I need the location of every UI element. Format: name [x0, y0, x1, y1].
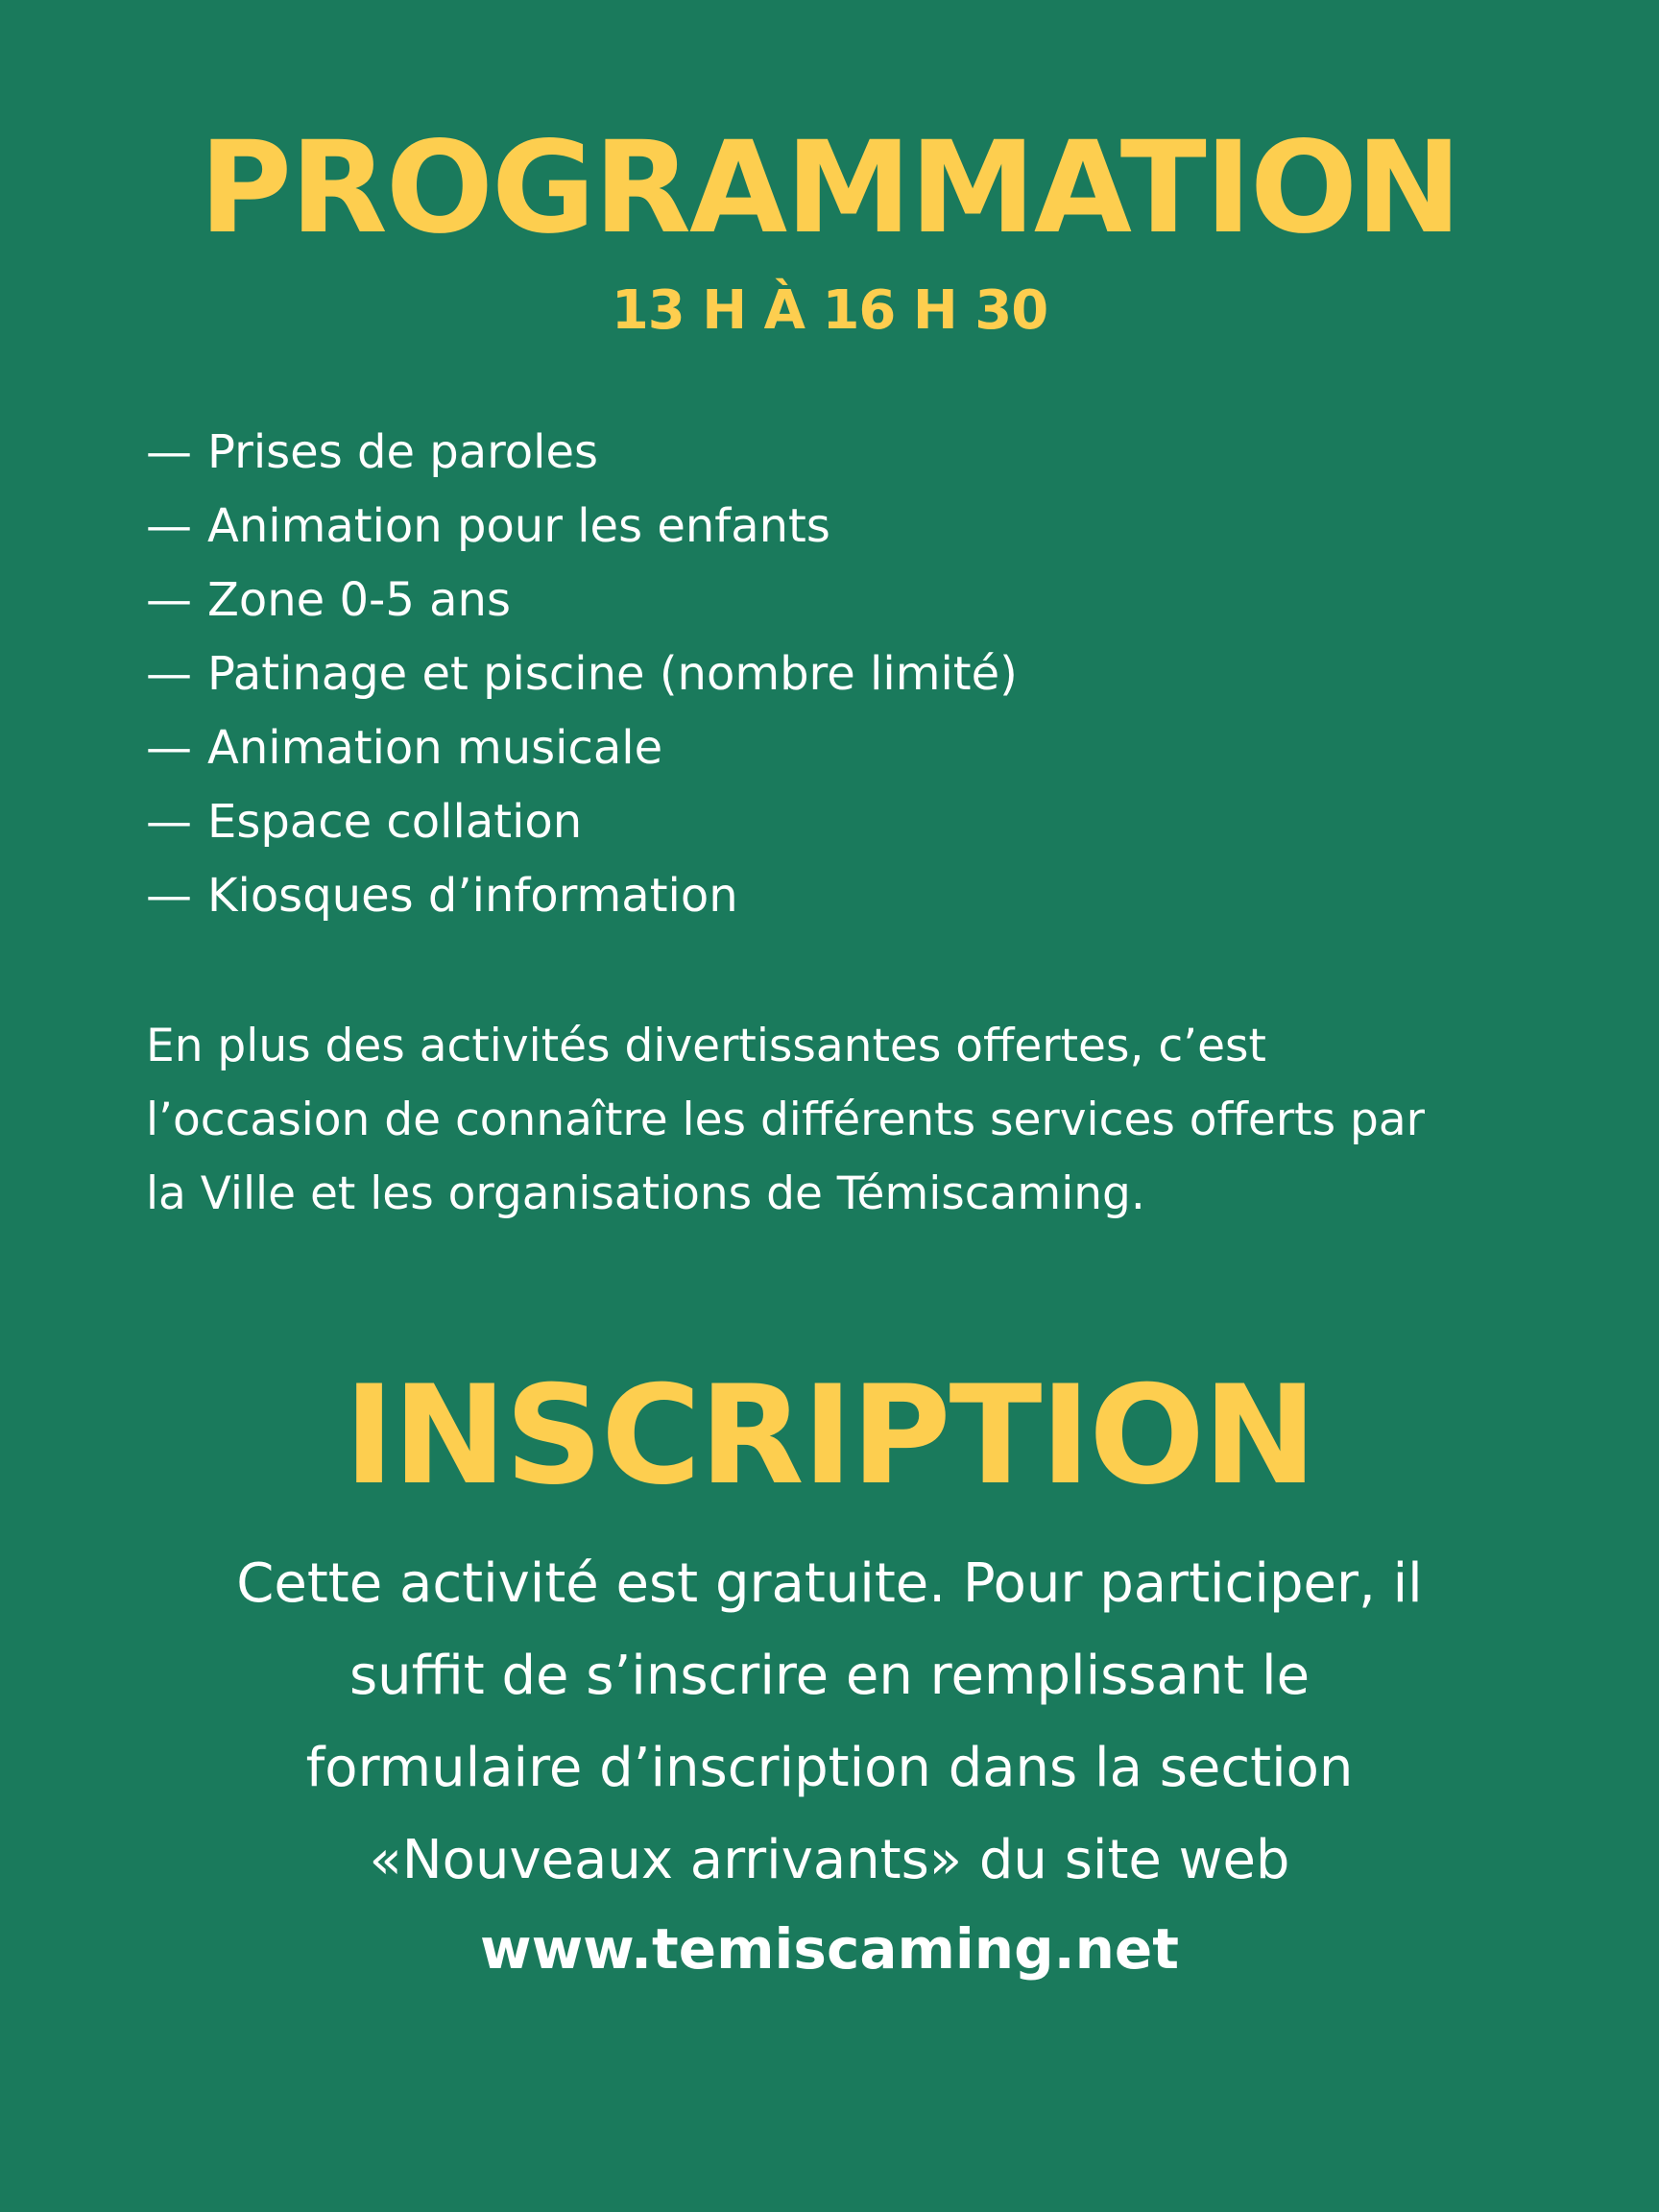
list-item [146, 490, 1018, 564]
list-item [146, 416, 1018, 490]
paragraph-line: l’occasion de connaître les différents services offerts par [146, 1094, 1425, 1146]
activities-list [146, 416, 1018, 933]
inscription-line: Cette activité est gratuite. Pour participer, il [236, 1552, 1423, 1615]
list-item-label: Animation musicale [207, 721, 663, 775]
dash-bullet: — [146, 499, 192, 553]
list-item [146, 564, 1018, 637]
inscription-line: «Nouveaux arrivants» du site web [369, 1829, 1290, 1891]
dash-bullet: — [146, 721, 192, 775]
intro-paragraph [146, 1009, 1586, 1231]
dash-bullet: — [146, 573, 192, 627]
inscription-line: suffit de s’inscrire en remplissant le [349, 1645, 1310, 1707]
dash-bullet: — [146, 647, 192, 701]
list-item-label: Patinage et piscine (nombre limité) [207, 647, 1018, 701]
schedule-time: 13 H À 16 H 30 [611, 279, 1048, 342]
list-item-label: Kiosques d’information [207, 869, 738, 923]
list-item [146, 785, 1018, 859]
list-item [146, 711, 1018, 785]
inscription-line: formulaire d’inscription dans la section [305, 1737, 1354, 1799]
inscription-title: INSCRIPTION [344, 1357, 1315, 1515]
dash-bullet: — [146, 795, 192, 849]
inscription-text [0, 1538, 1659, 1907]
list-item-label: Prises de paroles [207, 425, 599, 479]
website-url: www.temiscaming.net [479, 1916, 1179, 1982]
list-item [146, 859, 1018, 933]
list-item-label: Espace collation [207, 795, 583, 849]
programmation-title: PROGRAMMATION [199, 114, 1460, 262]
paragraph-line: En plus des activités divertissantes offertes, c’est [146, 1020, 1266, 1072]
list-item-label: Zone 0-5 ans [207, 573, 511, 627]
list-item-label: Animation pour les enfants [207, 499, 830, 553]
dash-bullet: — [146, 425, 192, 479]
list-item [146, 637, 1018, 711]
paragraph-line: la Ville et les organisations de Témiscaming. [146, 1167, 1145, 1220]
dash-bullet: — [146, 869, 192, 923]
